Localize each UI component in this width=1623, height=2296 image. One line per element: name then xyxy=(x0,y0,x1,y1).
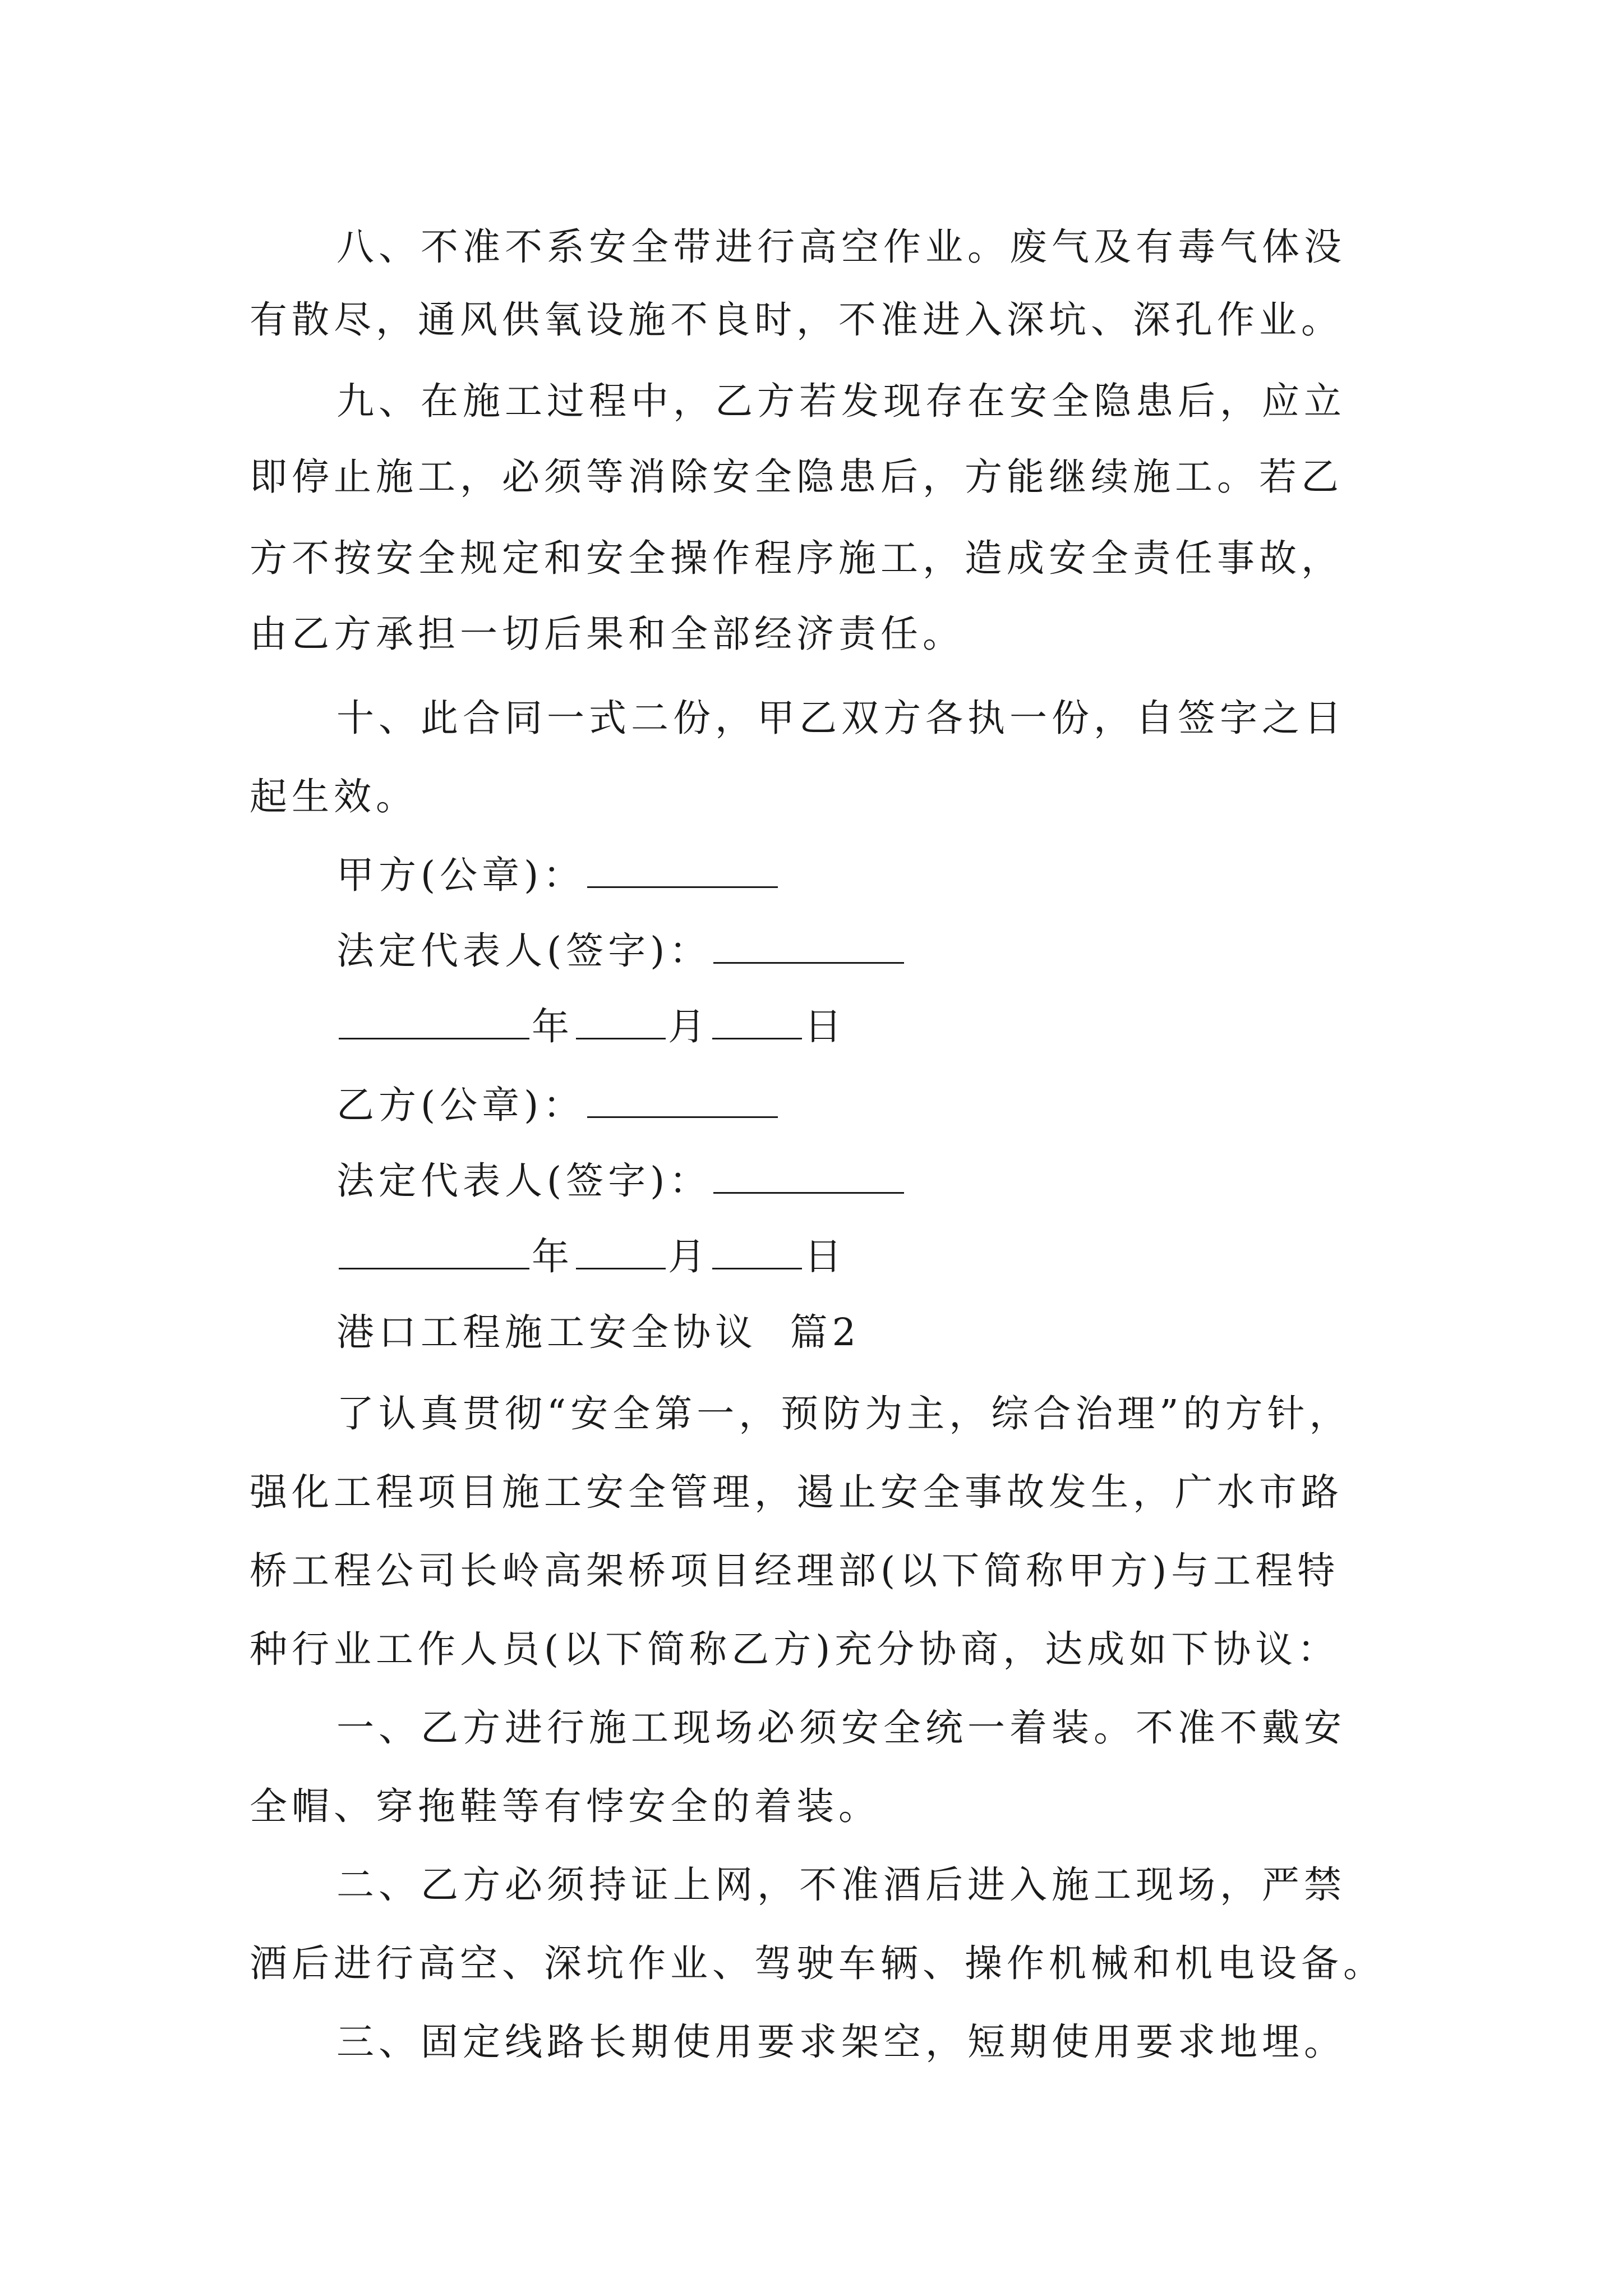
party-a-seal-label: 甲方(公章)： xyxy=(336,853,585,897)
party-a-rep-label: 法定代表人(签字)： xyxy=(336,929,712,973)
s2-clause-1-line-2: 全帽、穿拖鞋等有悖安全的着装。 xyxy=(250,1784,880,1828)
clause-9-line-1: 九、在施工过程中，乙方若发现存在安全隐患后，应立 xyxy=(336,379,1346,423)
party-b-year-label: 年 xyxy=(532,1235,574,1278)
party-a-date-row xyxy=(336,996,1514,1057)
s2-clause-1-line-1: 一、乙方进行施工现场必须安全统一着装。不准不戴安 xyxy=(336,1706,1346,1750)
s2-clause-2-line-1: 二、乙方必须持证上网，不准酒后进入施工现场，严禁 xyxy=(336,1863,1346,1907)
party-a-day-blank xyxy=(712,1027,802,1039)
party-b-rep-label: 法定代表人(签字)： xyxy=(336,1159,712,1203)
clause-9-line-4: 由乙方承担一切后果和全部经济责任。 xyxy=(250,612,965,656)
party-b-day-label: 日 xyxy=(804,1235,846,1278)
party-a-month-blank xyxy=(576,1027,666,1039)
party-a-seal-row xyxy=(336,844,1514,906)
party-b-seal-row xyxy=(336,1074,1514,1136)
intro-line-4: 种行业工作人员(以下简称乙方)充分协商，达成如下协议： xyxy=(250,1627,1340,1671)
intro-line-2: 强化工程项目施工安全管理，遏止安全事故发生，广水市路 xyxy=(250,1470,1343,1514)
clause-8-line-2: 有散尽，通风供氧设施不良时，不准进入深坑、深孔作业。 xyxy=(250,298,1343,342)
intro-line-3: 桥工程公司长岭高架桥项目经理部(以下简称甲方)与工程特 xyxy=(250,1549,1340,1593)
party-a-day-label: 日 xyxy=(804,1005,846,1048)
clause-8-line-1: 八、不准不系安全带进行高空作业。废气及有毒气体没 xyxy=(336,225,1346,269)
party-b-month-blank xyxy=(576,1257,666,1269)
party-b-seal-blank xyxy=(587,1105,778,1118)
s2-clause-2-line-2: 酒后进行高空、深坑作业、驾驶车辆、操作机械和机电设备。 xyxy=(250,1941,1385,1985)
intro-line-1: 了认真贯彻“安全第一，预防为主，综合治理”的方针， xyxy=(336,1392,1352,1435)
section-2-title: 港口工程施工安全协议 篇2 xyxy=(336,1310,861,1354)
party-b-date-row xyxy=(336,1226,1514,1287)
party-a-month-label: 月 xyxy=(668,1005,710,1048)
party-a-seal-blank xyxy=(587,875,778,888)
party-a-year-blank xyxy=(339,1027,529,1039)
party-b-seal-label: 乙方(公章)： xyxy=(336,1083,585,1127)
party-a-year-label: 年 xyxy=(532,1005,574,1048)
party-b-year-blank xyxy=(339,1257,529,1269)
clause-10-line-2: 起生效。 xyxy=(250,775,418,818)
s2-clause-3-line-1: 三、固定线路长期使用要求架空，短期使用要求地埋。 xyxy=(336,2020,1346,2064)
party-b-rep-blank xyxy=(713,1181,904,1194)
clause-10-line-1: 十、此合同一式二份，甲乙双方各执一份，自签字之日 xyxy=(336,696,1346,740)
clause-9-line-2: 即停止施工，必须等消除安全隐患后，方能继续施工。若乙 xyxy=(250,455,1343,499)
party-b-month-label: 月 xyxy=(668,1235,710,1278)
party-a-rep-blank xyxy=(713,951,904,964)
clause-9-line-3: 方不按安全规定和安全操作程序施工，造成安全责任事故， xyxy=(250,536,1343,580)
party-b-day-blank xyxy=(712,1257,802,1269)
party-b-rep-row xyxy=(336,1150,1514,1212)
party-a-rep-row xyxy=(336,920,1514,982)
